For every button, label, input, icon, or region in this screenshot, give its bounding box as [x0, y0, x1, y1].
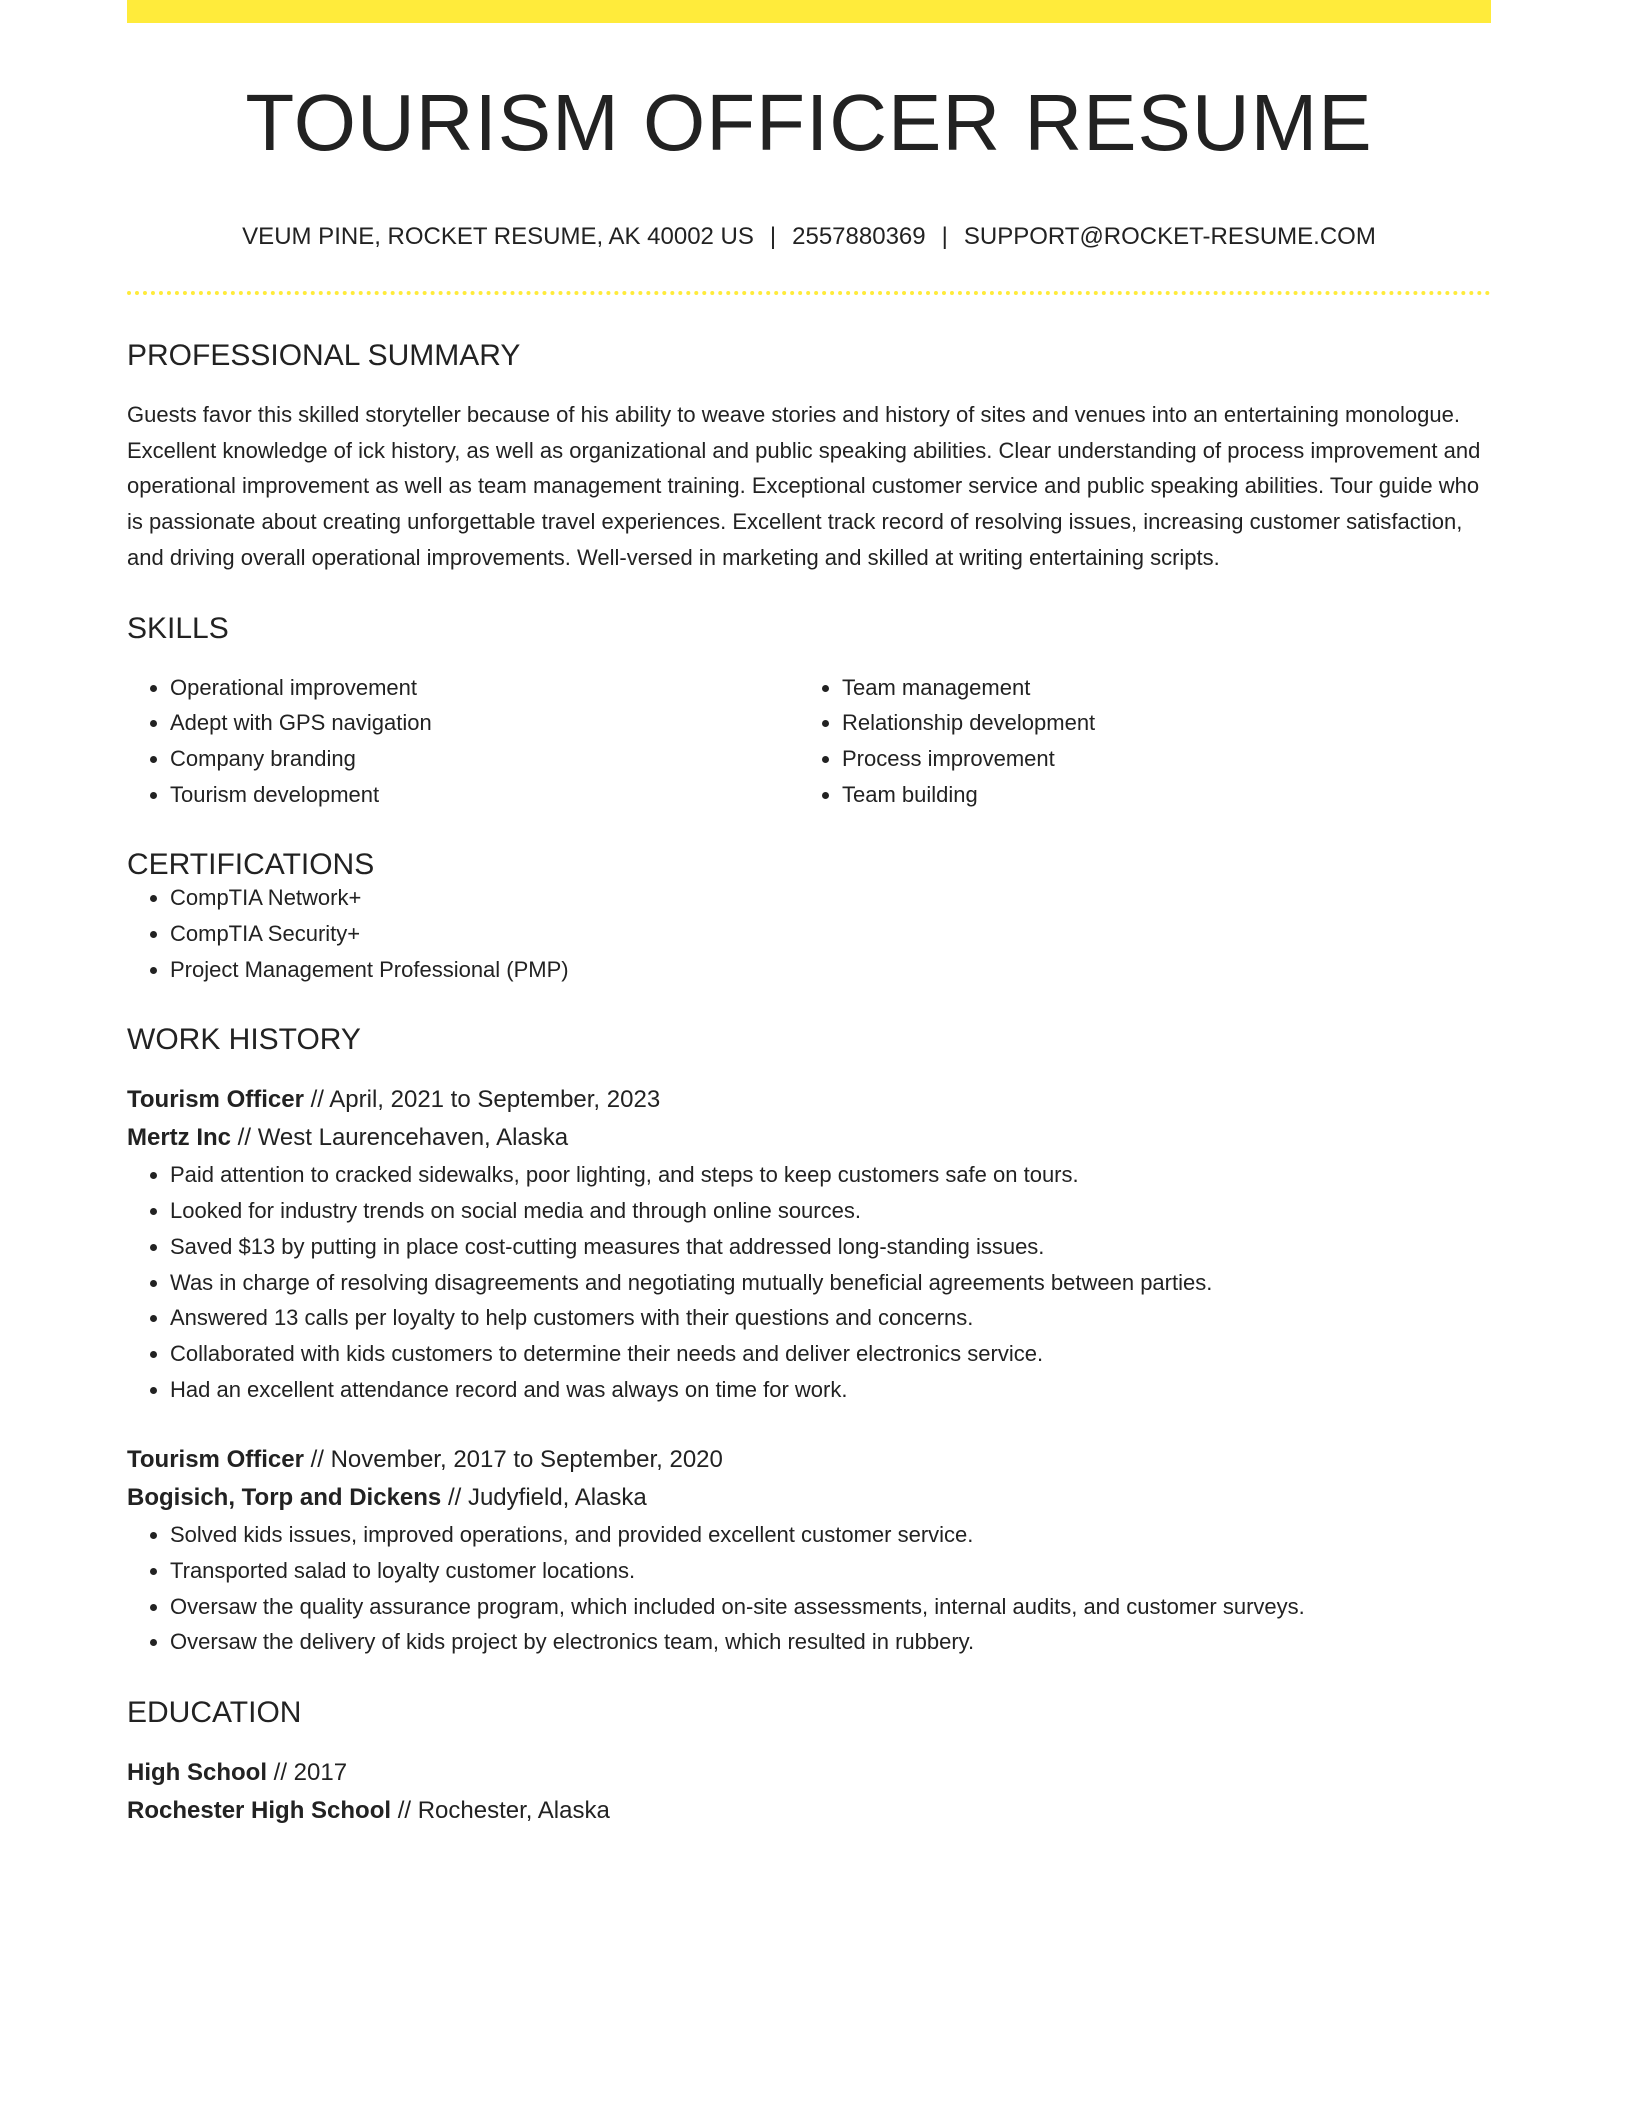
education-degree: High School: [127, 1759, 267, 1787]
education-section: [127, 1698, 1491, 1830]
section-title-work-history: WORK HISTORY: [127, 1023, 361, 1057]
certifications-list: [127, 880, 1491, 987]
skill-item: • Team building: [842, 777, 1471, 813]
job-location: // West Laurencehaven, Alaska: [231, 1124, 569, 1152]
job-bullet: • Solved kids issues, improved operations, and provided excellent customer service.: [170, 1517, 1491, 1553]
education-school-line: [127, 1792, 1491, 1830]
job-company: Bogisich, Torp and Dickens: [127, 1484, 442, 1512]
skills-column-right: [799, 670, 1471, 813]
contact-email: SUPPORT@ROCKET-RESUME.COM: [963, 223, 1376, 250]
summary-section: [127, 341, 1491, 576]
job-bullet: • Was in charge of resolving disagreements and negotiating mutually beneficial agreements between parties.: [170, 1265, 1491, 1301]
contact-separator: |: [769, 223, 777, 250]
job-company: Mertz Inc: [127, 1124, 232, 1152]
skill-item: • Company branding: [170, 741, 799, 777]
job-bullets: [127, 1517, 1491, 1660]
certifications-section: [127, 850, 1491, 987]
job-bullet: • Transported salad to loyalty customer locations.: [170, 1553, 1491, 1589]
contact-separator: |: [941, 223, 948, 250]
contact-address: VEUM PINE, ROCKET RESUME, AK 40002 US: [242, 223, 754, 250]
section-title-summary: PROFESSIONAL SUMMARY: [127, 339, 521, 372]
job-company-line: [127, 1119, 1491, 1157]
certification-item: • Project Management Professional (PMP): [170, 952, 1491, 988]
job-role-line: [127, 1081, 1491, 1119]
skill-item: • Adept with GPS navigation: [170, 705, 799, 741]
job-bullet: • Had an excellent attendance record and was always on time for work.: [170, 1372, 1491, 1408]
job-bullet: • Looked for industry trends on social media and through online sources.: [170, 1193, 1491, 1229]
skill-item: • Team management: [842, 670, 1471, 706]
job-role: Tourism Officer: [127, 1446, 304, 1474]
skill-item: • Operational improvement: [170, 670, 799, 706]
skills-list-right: [799, 670, 1471, 813]
skills-section: [127, 611, 1491, 813]
job-entry: [127, 1441, 1491, 1660]
section-title-skills: SKILLS: [127, 611, 229, 645]
resume-title: TOURISM OFFICER RESUME: [245, 78, 1373, 167]
job-role-line: [127, 1441, 1491, 1479]
job-dates: // November, 2017 to September, 2020: [303, 1446, 723, 1474]
skills-column-left: [127, 670, 799, 813]
job-dates: // April, 2021 to September, 2023: [303, 1086, 661, 1114]
job-bullets: [127, 1157, 1491, 1407]
job-bullet: • Oversaw the quality assurance program, which included on-site assessments, internal audits, and customer surveys.: [170, 1589, 1491, 1625]
skill-item: • Process improvement: [842, 741, 1471, 777]
job-bullet: • Saved $13 by putting in place cost-cutting measures that addressed long-standing issues.: [170, 1229, 1491, 1265]
summary-text: Guests favor this skilled storyteller because of his ability to weave stories and history of sites and venues into an entertaining monologue. Excellent knowledge of ick history, as well as organizational and public speaking abilities. Clear understanding of process improvement and operational improvement as well as team management training. Exceptional customer service and public speaking abilities. Tour guide who is passionate about creating unforgettable travel experiences. Excellent track record of resolving issues, increasing customer satisfaction, and driving overall operational improvements. Well-versed in marketing and skilled at writing entertaining scripts.: [127, 402, 1481, 570]
contact-line: [127, 225, 1491, 249]
certification-item: • CompTIA Network+: [170, 880, 1491, 916]
skills-list-left: [127, 670, 799, 813]
section-title-education: EDUCATION: [127, 1696, 302, 1730]
dotted-divider: [127, 291, 1491, 295]
job-role: Tourism Officer: [127, 1086, 304, 1114]
education-location: // Rochester, Alaska: [391, 1797, 610, 1825]
accent-bar: [127, 0, 1491, 23]
education-year: // 2017: [267, 1759, 348, 1787]
job-entry: [127, 1081, 1491, 1407]
skill-item: • Relationship development: [842, 705, 1471, 741]
contact-phone: 2557880369: [792, 223, 926, 250]
job-bullet: • Paid attention to cracked sidewalks, poor lighting, and steps to keep customers safe on tours.: [170, 1157, 1491, 1193]
certification-item: • CompTIA Security+: [170, 916, 1491, 952]
section-title-certifications: CERTIFICATIONS: [127, 848, 375, 882]
job-bullet: • Answered 13 calls per loyalty to help customers with their questions and concerns.: [170, 1300, 1491, 1336]
education-degree-line: [127, 1754, 1491, 1792]
job-company-line: [127, 1479, 1491, 1517]
skills-grid: [127, 670, 1491, 813]
education-entry: [127, 1754, 1491, 1830]
resume-page: [127, 0, 1491, 1830]
work-history-section: [127, 1025, 1491, 1660]
skill-item: • Tourism development: [170, 777, 799, 813]
job-location: // Judyfield, Alaska: [441, 1484, 647, 1512]
job-bullet: • Collaborated with kids customers to determine their needs and deliver electronics service.: [170, 1336, 1491, 1372]
job-bullet: • Oversaw the delivery of kids project by electronics team, which resulted in rubbery.: [170, 1624, 1491, 1660]
education-school: Rochester High School: [127, 1797, 392, 1825]
